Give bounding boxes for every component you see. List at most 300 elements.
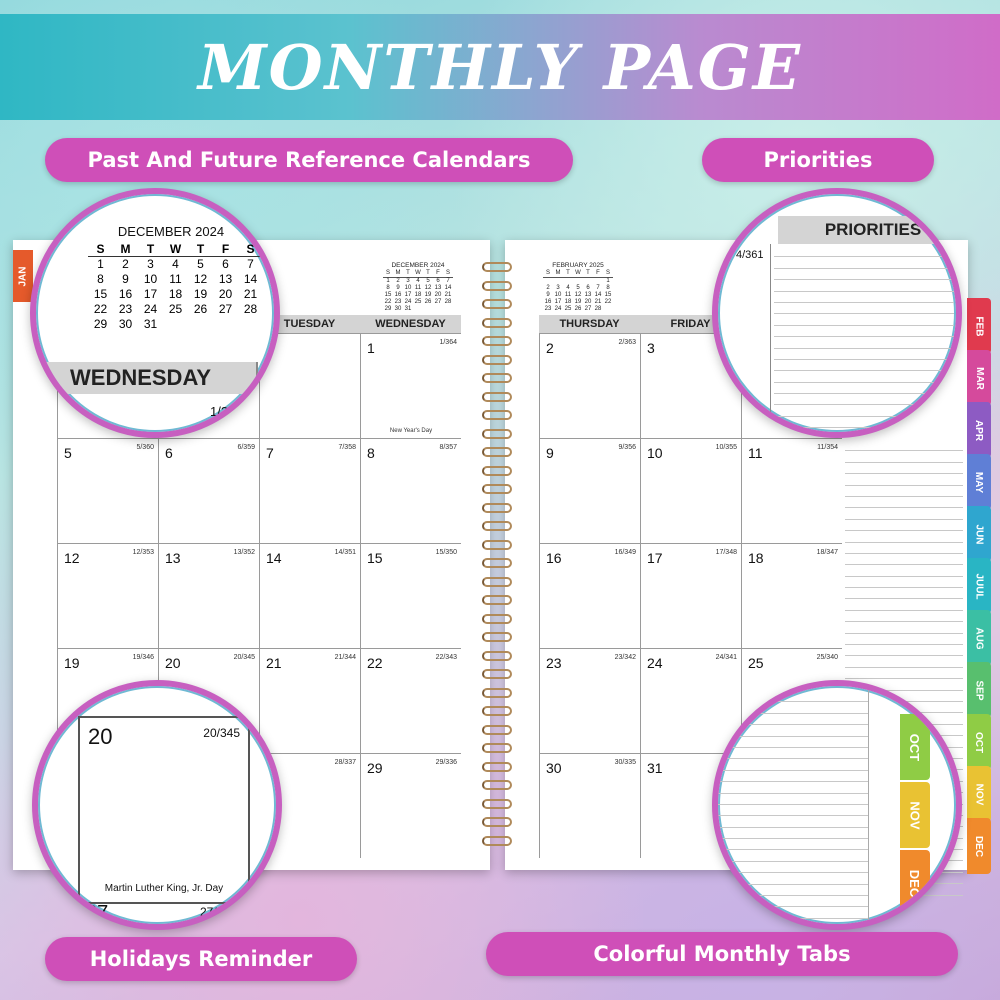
- zoom-priorities-doy: 4/361: [736, 249, 764, 261]
- zoom-priorities-divider: [770, 244, 771, 434]
- mini-calendar-date: 14: [594, 292, 602, 298]
- mini-calendar-date: 29: [384, 306, 392, 312]
- zoom-calendar-date: 22: [93, 302, 108, 316]
- day-number: 22: [367, 655, 383, 671]
- day-cell[interactable]: [158, 543, 259, 648]
- day-of-year: 24/341: [715, 654, 737, 661]
- mini-calendar-date: 1: [606, 278, 610, 284]
- day-number: 21: [266, 655, 282, 671]
- priority-line: [774, 280, 954, 291]
- left-mini-calendar: [383, 262, 453, 313]
- mini-calendar-date: 6: [436, 278, 440, 284]
- day-cell[interactable]: [539, 753, 640, 858]
- zoom-calendar-date: 26: [193, 302, 208, 316]
- spiral-ring: [482, 799, 512, 809]
- mini-calendar-date: 15: [384, 292, 392, 298]
- note-line: [718, 850, 868, 861]
- spiral-ring: [482, 725, 512, 735]
- day-of-year: 28/337: [334, 759, 356, 766]
- spiral-ring: [482, 595, 512, 605]
- spiral-ring: [482, 743, 512, 753]
- mini-calendar-date: [433, 306, 443, 313]
- weekday-label: T: [403, 270, 413, 278]
- mini-calendar-date: [543, 278, 553, 286]
- day-cell[interactable]: [741, 543, 842, 648]
- callout-tabs: Colorful Monthly Tabs: [486, 932, 958, 976]
- note-line: [718, 725, 868, 736]
- zoom-calendar-date: 2: [122, 257, 129, 271]
- mini-calendar-date: 22: [604, 299, 612, 305]
- spiral-ring: [482, 447, 512, 457]
- zoom-holiday-name: Martin Luther King, Jr. Day: [104, 883, 224, 894]
- note-line: [718, 759, 868, 770]
- note-line: [845, 588, 963, 599]
- note-line: [718, 828, 868, 839]
- mini-calendar-date: 24: [554, 306, 562, 312]
- weekday-label: S: [88, 242, 113, 257]
- month-tab-label: MAY: [973, 471, 985, 493]
- spiral-ring: [482, 614, 512, 624]
- spiral-ring: [482, 410, 512, 420]
- day-cell[interactable]: [259, 438, 360, 543]
- priority-line: [774, 303, 954, 314]
- spiral-ring: [482, 318, 512, 328]
- month-tab-aug[interactable]: [967, 610, 991, 666]
- mini-calendar-date: 31: [404, 306, 412, 312]
- zoom-calendar-date: 4: [172, 257, 179, 271]
- priority-line: [774, 394, 954, 405]
- day-of-year: 19/346: [132, 654, 154, 661]
- spiral-ring: [482, 651, 512, 661]
- weekday-label: M: [113, 242, 138, 257]
- zoom-calendar-date: 14: [243, 272, 258, 286]
- zoom-calendar-date: 3: [147, 257, 154, 271]
- spiral-ring: [482, 521, 512, 531]
- mini-calendar-date: 12: [424, 285, 432, 291]
- mini-calendar-date: 27: [584, 306, 592, 312]
- zoom-calendar-date: 24: [143, 302, 158, 316]
- zoom-calendar-date: 9: [122, 272, 129, 286]
- day-cell[interactable]: [360, 438, 461, 543]
- day-number: 29: [367, 760, 383, 776]
- zoom-calendar-date: 17: [143, 287, 158, 301]
- mini-calendar-title: FEBRUARY 2025: [552, 262, 604, 269]
- mini-calendar-date: 9: [396, 285, 400, 291]
- mini-calendar-date: 18: [564, 299, 572, 305]
- day-cell[interactable]: [539, 333, 640, 438]
- day-header: TUESDAY: [259, 315, 360, 333]
- mini-calendar-date: 15: [604, 292, 612, 298]
- zoom-calendar-date: 12: [193, 272, 208, 286]
- note-line: [718, 907, 868, 918]
- zoom-calendar-date: 29: [93, 317, 108, 331]
- mini-calendar-date: 24: [404, 299, 412, 305]
- mini-calendar-date: [413, 306, 423, 313]
- day-number: 16: [546, 550, 562, 566]
- day-cell[interactable]: [360, 333, 461, 438]
- zoom-tabs-lines: [718, 691, 868, 919]
- month-tab-dec[interactable]: [967, 818, 991, 874]
- mini-calendar-date: 1: [386, 278, 390, 284]
- spiral-ring: [482, 355, 512, 365]
- month-tab-nov[interactable]: [967, 766, 991, 822]
- weekday-label: S: [238, 242, 263, 257]
- zoom-calendar-date: 6: [222, 257, 229, 271]
- zoom-priorities-header: PRIORITIES: [778, 216, 962, 244]
- mini-calendar-date: 28: [594, 306, 602, 312]
- spiral-ring: [482, 817, 512, 827]
- mini-calendar-date: 13: [584, 292, 592, 298]
- day-cell[interactable]: [57, 543, 158, 648]
- mini-calendar-date: 11: [414, 285, 422, 291]
- zoom-tab-label: DEC: [907, 869, 923, 897]
- day-of-year: 12/353: [132, 549, 154, 556]
- zoom-calendar-title: DECEMBER 2024: [117, 224, 225, 239]
- spiral-ring: [482, 429, 512, 439]
- zoom-calendar-date: 27: [218, 302, 233, 316]
- zoom-calendar-date: 10: [143, 272, 158, 286]
- month-tab-oct[interactable]: [967, 714, 991, 770]
- weekday-label: T: [563, 270, 573, 278]
- note-line: [845, 577, 963, 588]
- day-cell[interactable]: [360, 648, 461, 753]
- mini-calendar-date: 18: [414, 292, 422, 298]
- note-line: [718, 748, 868, 759]
- mini-calendar-date: 28: [444, 299, 452, 305]
- mini-calendar-title: DECEMBER 2024: [391, 262, 445, 269]
- spiral-ring: [482, 503, 512, 513]
- day-of-year: 14/351: [334, 549, 356, 556]
- zoom-holiday: [32, 680, 282, 930]
- day-of-year: 5/360: [136, 444, 154, 451]
- zoom-calendar-date: 8: [97, 272, 104, 286]
- priority-line: [774, 417, 954, 428]
- weekday-label: S: [443, 270, 453, 278]
- weekday-label: F: [593, 270, 603, 278]
- note-line: [845, 656, 963, 667]
- mini-calendar-date: 19: [424, 292, 432, 298]
- zoom-calendar-date: 18: [168, 287, 183, 301]
- mini-calendar-date: 8: [386, 285, 390, 291]
- zoom-calendar-date: 23: [118, 302, 133, 316]
- day-number: 25: [748, 655, 764, 671]
- day-of-year: 8/357: [439, 444, 457, 451]
- spiral-ring: [482, 262, 512, 272]
- weekday-label: F: [433, 270, 443, 278]
- zoom-tab-nov[interactable]: [900, 782, 930, 848]
- title-banner: [0, 14, 1000, 120]
- zoom-holiday-day: 20: [88, 724, 113, 749]
- callout-holidays: Holidays Reminder: [45, 937, 357, 981]
- priority-line: [774, 292, 954, 303]
- spiral-binding: [482, 262, 512, 852]
- mini-calendar-date: 8: [606, 285, 610, 291]
- zoom-tab-dec[interactable]: [900, 850, 930, 916]
- weekday-label: T: [138, 242, 163, 257]
- day-number: 30: [546, 760, 562, 776]
- mini-calendar-date: [593, 278, 603, 286]
- day-of-year: 22/343: [435, 654, 457, 661]
- weekday-label: T: [583, 270, 593, 278]
- day-number: 18: [748, 550, 764, 566]
- day-number: 14: [266, 550, 282, 566]
- mini-calendar-date: 22: [384, 299, 392, 305]
- note-line: [845, 622, 963, 633]
- priority-line: [774, 349, 954, 360]
- mini-calendar-date: 20: [434, 292, 442, 298]
- month-tab-jan[interactable]: JAN: [13, 250, 33, 302]
- note-line: [845, 451, 963, 462]
- spiral-ring: [482, 669, 512, 679]
- priority-line: [774, 314, 954, 325]
- zoom-calendar-date: 20: [218, 287, 233, 301]
- day-cell[interactable]: [741, 438, 842, 543]
- weekday-label: S: [603, 270, 613, 278]
- spiral-ring: [482, 484, 512, 494]
- spiral-ring: [482, 836, 512, 846]
- spiral-ring: [482, 577, 512, 587]
- weekday-label: T: [188, 242, 213, 257]
- spiral-ring: [482, 281, 512, 291]
- day-cell[interactable]: [640, 543, 741, 648]
- note-line: [845, 645, 963, 656]
- zoom-calendar-date: 25: [168, 302, 183, 316]
- note-line: [718, 839, 868, 850]
- mini-calendar-date: 30: [394, 306, 402, 312]
- mini-calendar-date: 23: [544, 306, 552, 312]
- zoom-tab-oct[interactable]: [900, 714, 930, 780]
- zoom-holiday-doy: 20/345: [203, 726, 240, 740]
- day-number: 23: [546, 655, 562, 671]
- zoom-divider: [256, 362, 258, 432]
- mini-calendar-date: 5: [426, 278, 430, 284]
- weekday-label: W: [413, 270, 423, 278]
- day-number: 17: [647, 550, 663, 566]
- mini-calendar-date: 27: [434, 299, 442, 305]
- priority-line: [774, 371, 954, 382]
- weekday-label: W: [163, 242, 188, 257]
- priority-line: [774, 326, 954, 337]
- spiral-ring: [482, 780, 512, 790]
- mini-calendar-date: 4: [566, 285, 570, 291]
- zoom-calendar-date: 1: [97, 257, 104, 271]
- month-tab-feb[interactable]: [967, 298, 991, 354]
- mini-calendar-date: 2: [546, 285, 550, 291]
- mini-calendar-date: 26: [424, 299, 432, 305]
- mini-calendar-date: 13: [434, 285, 442, 291]
- priority-line: [774, 360, 954, 371]
- priority-line: [774, 337, 954, 348]
- mini-calendar-date: 9: [546, 292, 550, 298]
- note-line: [718, 771, 868, 782]
- day-of-year: 20/345: [233, 654, 255, 661]
- mini-calendar-date: 7: [596, 285, 600, 291]
- month-tab-juul[interactable]: [967, 558, 991, 614]
- weekday-label: F: [213, 242, 238, 257]
- day-cell[interactable]: [539, 648, 640, 753]
- note-line: [845, 565, 963, 576]
- month-tab-may[interactable]: [967, 454, 991, 510]
- month-tab-jun[interactable]: [967, 506, 991, 562]
- mini-calendar-date: 2: [396, 278, 400, 284]
- zoom-next-day: 27: [86, 902, 109, 924]
- month-tab-label: JUUL: [973, 572, 985, 600]
- zoom-priorities: [712, 188, 962, 438]
- day-cell[interactable]: [360, 753, 461, 858]
- mini-calendar-date: 19: [574, 299, 582, 305]
- spiral-ring: [482, 558, 512, 568]
- zoom-calendar-date: 30: [118, 317, 133, 331]
- zoom-day-label: WEDNESDAY: [36, 362, 256, 394]
- zoom-month-tabs: [712, 680, 962, 930]
- day-cell[interactable]: [259, 648, 360, 753]
- month-tab-label: NOV: [973, 783, 985, 805]
- note-line: [718, 805, 868, 816]
- day-number: 20: [165, 655, 181, 671]
- zoom-reference-calendar: [30, 188, 280, 438]
- note-line: [718, 873, 868, 884]
- priority-line: [774, 246, 954, 257]
- mini-calendar-date: 16: [544, 299, 552, 305]
- day-cell[interactable]: [360, 543, 461, 648]
- day-header: WEDNESDAY: [360, 315, 461, 333]
- zoom-doy: 1/364: [210, 404, 243, 419]
- zoom-holiday-left-edge: 6: [40, 716, 47, 730]
- month-tab-label: FEB: [973, 316, 985, 336]
- day-cell[interactable]: [158, 438, 259, 543]
- note-line: [718, 702, 868, 713]
- zoom-calendar-grid: [88, 242, 263, 332]
- zoom-calendar-date: [163, 317, 188, 332]
- day-number: 1: [367, 340, 375, 356]
- spiral-ring: [482, 466, 512, 476]
- note-line: [845, 497, 963, 508]
- zoom-tab-label: OCT: [907, 733, 923, 761]
- spiral-ring: [482, 706, 512, 716]
- note-line: [718, 782, 868, 793]
- day-number: 19: [64, 655, 80, 671]
- mini-calendar-date: 11: [564, 292, 572, 298]
- zoom-calendar-date: 15: [93, 287, 108, 301]
- note-line: [845, 440, 963, 451]
- day-of-year: 23/342: [614, 654, 636, 661]
- zoom-calendar-date: 7: [247, 257, 254, 271]
- day-number: 3: [647, 340, 655, 356]
- month-tab-label: APR: [973, 419, 985, 441]
- mini-calendar-date: 21: [594, 299, 602, 305]
- day-cell[interactable]: [640, 438, 741, 543]
- day-of-year: 17/348: [715, 549, 737, 556]
- day-number: 7: [266, 445, 274, 461]
- mini-calendar-date: 23: [394, 299, 402, 305]
- note-line: [718, 714, 868, 725]
- day-number: 31: [647, 760, 663, 776]
- zoom-calendar-date: 19: [193, 287, 208, 301]
- note-line: [718, 737, 868, 748]
- day-of-year: 15/350: [435, 549, 457, 556]
- day-of-year: 11/354: [817, 444, 838, 451]
- mini-calendar-date: 5: [576, 285, 580, 291]
- note-line: [845, 520, 963, 531]
- month-tab-label: OCT: [973, 731, 985, 753]
- month-tab-sep[interactable]: [967, 662, 991, 718]
- note-line: [845, 531, 963, 542]
- month-tab-label: JUN: [973, 523, 985, 545]
- mini-calendar-date: 20: [584, 299, 592, 305]
- zoom-calendar-date: 13: [218, 272, 233, 286]
- note-line: [845, 486, 963, 497]
- day-cell[interactable]: [57, 438, 158, 543]
- note-line: [845, 634, 963, 645]
- priority-line: [774, 383, 954, 394]
- right-mini-calendar: [543, 262, 613, 313]
- zoom-calendar-date: 16: [118, 287, 133, 301]
- mini-calendar-date: 16: [394, 292, 402, 298]
- day-of-year: 18/347: [816, 549, 838, 556]
- mini-calendar-date: 10: [554, 292, 562, 298]
- mini-calendar-date: 14: [444, 285, 452, 291]
- day-cell[interactable]: [539, 543, 640, 648]
- mini-calendar-date: 3: [406, 278, 410, 284]
- mini-calendar-date: [563, 278, 573, 286]
- mini-calendar-table: [383, 270, 453, 313]
- day-of-year: 21/344: [334, 654, 356, 661]
- note-line: [845, 611, 963, 622]
- day-cell[interactable]: [539, 438, 640, 543]
- weekday-label: W: [573, 270, 583, 278]
- day-of-year: 16/349: [614, 549, 636, 556]
- day-of-year: 25/340: [816, 654, 838, 661]
- month-tab-mar[interactable]: [967, 350, 991, 406]
- day-number: 9: [546, 445, 554, 461]
- spiral-ring: [482, 540, 512, 550]
- zoom-tabs-divider: [868, 686, 869, 926]
- day-number: 6: [165, 445, 173, 461]
- day-of-year: 2/363: [618, 339, 636, 346]
- note-line: [845, 474, 963, 485]
- mini-calendar-date: 6: [586, 285, 590, 291]
- spiral-ring: [482, 392, 512, 402]
- zoom-holiday-cell: [78, 716, 250, 904]
- priority-line: [774, 405, 954, 416]
- note-line: [845, 463, 963, 474]
- note-line: [845, 508, 963, 519]
- day-number: 13: [165, 550, 181, 566]
- note-line: [718, 816, 868, 827]
- zoom-calendar-table: [88, 242, 263, 332]
- weekday-label: S: [543, 270, 553, 278]
- mini-calendar-date: 25: [414, 299, 422, 305]
- day-number: 11: [748, 445, 763, 461]
- callout-reference: Past And Future Reference Calendars: [45, 138, 573, 182]
- mini-calendar-date: [423, 306, 433, 313]
- note-line: [718, 794, 868, 805]
- note-line: [718, 862, 868, 873]
- spiral-ring: [482, 632, 512, 642]
- day-number: 5: [64, 445, 72, 461]
- zoom-calendar-date: [238, 317, 263, 332]
- mini-calendar-date: [573, 278, 583, 286]
- month-tab-apr[interactable]: [967, 402, 991, 458]
- zoom-calendar-date: [213, 317, 238, 332]
- spiral-ring: [482, 688, 512, 698]
- month-tab-label: SEP: [973, 679, 985, 701]
- zoom-calendar-date: 28: [243, 302, 258, 316]
- note-line: [718, 885, 868, 896]
- day-of-year: 13/352: [233, 549, 255, 556]
- day-cell[interactable]: [259, 543, 360, 648]
- note-line: [718, 896, 868, 907]
